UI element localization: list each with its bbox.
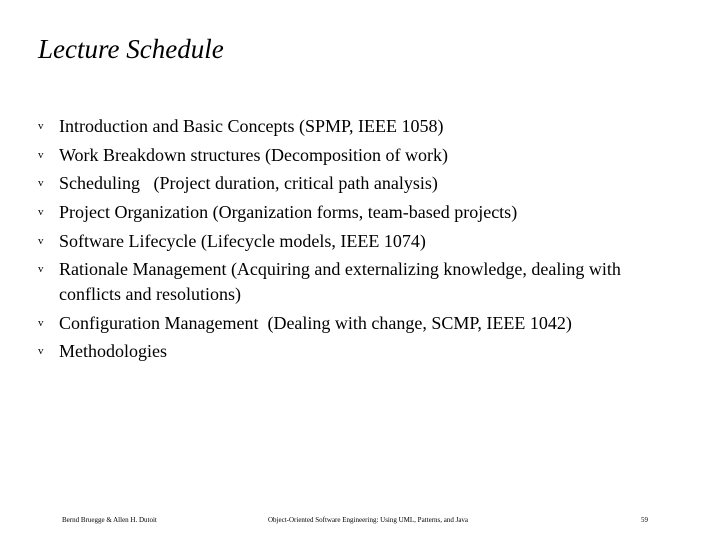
bullet-item	[38, 339, 678, 364]
bullet-item	[38, 114, 678, 139]
bullet-text: Introduction and Basic Concepts (SPMP, IEEE 1058)	[59, 116, 444, 136]
bullet-text: Software Lifecycle (Lifecycle models, IEEE 1074)	[59, 230, 426, 251]
bullet-icon: v	[38, 148, 44, 161]
bullet-icon: v	[38, 206, 44, 219]
bullet-item	[38, 311, 678, 336]
slide-title: Lecture Schedule	[38, 34, 224, 64]
bullet-item	[38, 143, 678, 168]
bullet-icon: v	[38, 234, 44, 247]
footer-authors: Bernd Bruegge & Allen H. Dutoit	[62, 516, 157, 524]
bullet-icon: v	[38, 120, 44, 132]
bullet-item	[38, 257, 678, 306]
bullet-item	[38, 171, 678, 196]
bullet-text: Methodologies	[59, 341, 167, 362]
footer-book-title: Object-Oriented Software Engineering: Using UML, Patterns, and Java	[268, 516, 469, 524]
footer-page-number: 59	[641, 516, 648, 524]
bullet-text: Project Organization (Organization forms, team-based projects)	[59, 202, 518, 223]
bullet-icon: v	[38, 177, 44, 190]
bullet-text: Work Breakdown structures (Decomposition of work)	[59, 144, 448, 165]
bullet-item	[38, 229, 678, 254]
bullet-icon: v	[38, 263, 44, 276]
bullet-text: Rationale Management (Acquiring and externalizing knowledge, dealing with conflicts and resolutions)	[59, 259, 621, 304]
bullet-text: Configuration Management (Dealing with change, SCMP, IEEE 1042)	[59, 312, 572, 333]
bullet-icon: v	[38, 316, 44, 329]
bullet-list	[38, 114, 678, 368]
bullet-item	[38, 200, 678, 225]
bullet-icon: v	[38, 345, 44, 358]
bullet-text: Scheduling (Project duration, critical path analysis)	[59, 173, 438, 194]
